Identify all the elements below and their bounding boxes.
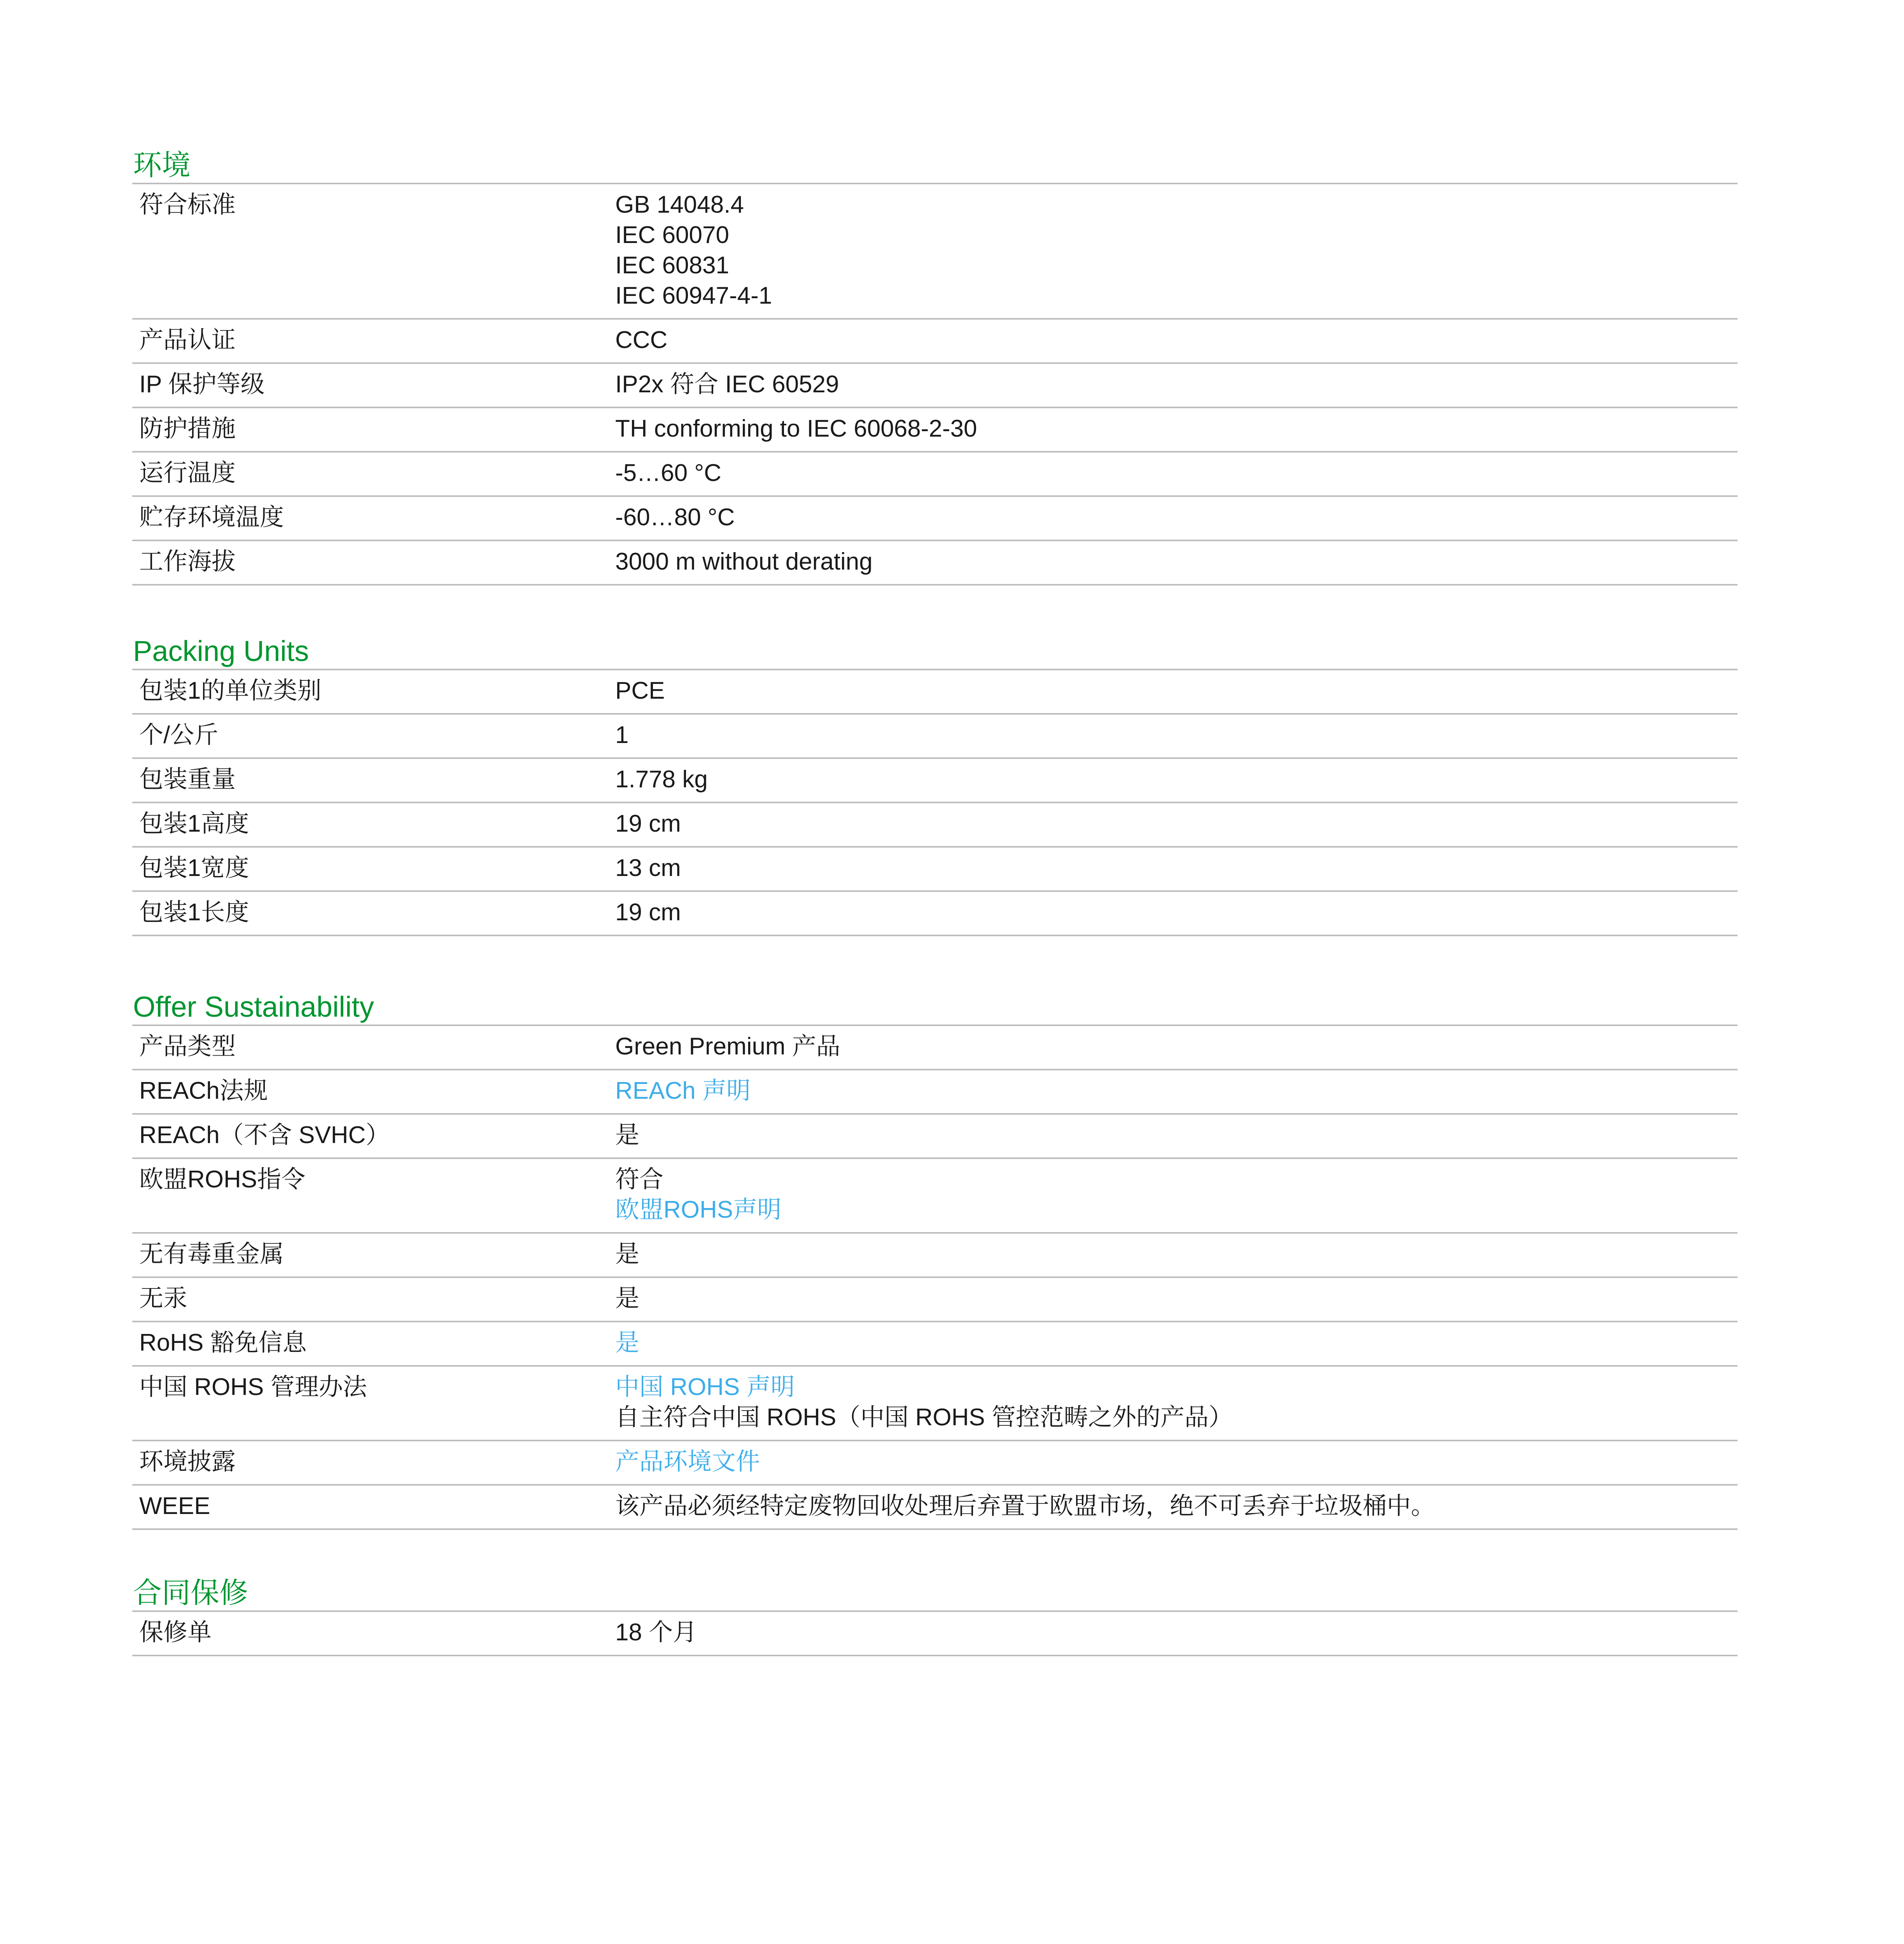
spec-row — [132, 541, 1738, 586]
spec-value: Green Premium 产品 — [615, 1033, 840, 1060]
spec-label: REACh法规 — [139, 1077, 268, 1104]
spec-label: 中国 ROHS 管理办法 — [139, 1374, 367, 1400]
spec-row — [132, 1441, 1738, 1486]
section-title: 环境 — [132, 148, 1738, 184]
spec-label: 产品认证 — [139, 327, 236, 353]
spec-value: IP2x 符合 IEC 60529 — [615, 371, 839, 398]
spec-value: 19 cm — [615, 810, 681, 837]
spec-row — [132, 1367, 1738, 1441]
spec-row — [132, 803, 1738, 848]
spec-label: 符合标准 — [139, 191, 236, 218]
spec-value: CCC — [615, 327, 668, 353]
spec-link[interactable]: REACh 声明 — [615, 1077, 751, 1104]
spec-values — [615, 676, 1738, 706]
spec-label: 工作海拔 — [139, 548, 236, 575]
spec-label: 保修单 — [139, 1619, 212, 1646]
spec-values — [615, 547, 1738, 577]
spec-values — [615, 458, 1738, 488]
spec-values — [615, 1164, 1738, 1225]
spec-row — [132, 1159, 1738, 1234]
spec-value: 19 cm — [615, 899, 681, 926]
section-title: Offer Sustainability — [132, 989, 1738, 1026]
spec-row — [132, 320, 1738, 364]
spec-label: 环境披露 — [139, 1448, 236, 1475]
spec-value: PCE — [615, 677, 665, 704]
spec-value: 符合 — [615, 1166, 664, 1193]
section-title: 合同保修 — [132, 1575, 1738, 1612]
spec-value: 1.778 kg — [615, 766, 708, 793]
spec-label: RoHS 豁免信息 — [139, 1329, 307, 1356]
spec-value: 是 — [615, 1241, 640, 1267]
spec-values — [615, 1239, 1738, 1269]
spec-values — [615, 414, 1738, 444]
spec-label: REACh（不含 SVHC） — [139, 1122, 390, 1149]
spec-label: WEEE — [139, 1493, 210, 1519]
spec-label: 产品类型 — [139, 1033, 236, 1060]
spec-row — [132, 497, 1738, 541]
spec-value: 该产品必须经特定废物回收处理后弃置于欧盟市场，绝不可丢弃于垃圾桶中。 — [615, 1493, 1435, 1519]
spec-values — [615, 1491, 1738, 1521]
spec-value: 自主符合中国 ROHS（中国 ROHS 管控范畴之外的产品） — [615, 1404, 1233, 1431]
spec-row — [132, 408, 1738, 453]
spec-label: 包装1的单位类别 — [139, 677, 322, 704]
spec-row — [132, 453, 1738, 497]
spec-row — [132, 715, 1738, 759]
spec-row — [132, 1612, 1738, 1656]
spec-values — [615, 369, 1738, 400]
spec-row — [132, 1278, 1738, 1322]
spec-link[interactable]: 产品环境文件 — [615, 1448, 760, 1475]
spec-section — [132, 989, 1738, 1530]
spec-label: 个/公斤 — [139, 722, 219, 748]
spec-label: 贮存环境温度 — [139, 504, 284, 531]
spec-label: 无汞 — [139, 1285, 188, 1312]
spec-values — [615, 1120, 1738, 1150]
spec-values — [615, 190, 1738, 311]
spec-row — [132, 1070, 1738, 1115]
spec-value: 18 个月 — [615, 1619, 697, 1646]
spec-values — [615, 502, 1738, 533]
spec-label: 无有毒重金属 — [139, 1241, 284, 1267]
spec-row — [132, 670, 1738, 715]
spec-value: 是 — [615, 1285, 640, 1312]
spec-label: IP 保护等级 — [139, 371, 265, 398]
spec-row — [132, 848, 1738, 892]
spec-values — [615, 853, 1738, 883]
spec-label: 防护措施 — [139, 415, 236, 442]
spec-value: IEC 60831 — [615, 252, 729, 279]
spec-row — [132, 892, 1738, 936]
spec-row — [132, 1026, 1738, 1070]
spec-row — [132, 1115, 1738, 1159]
spec-values — [615, 764, 1738, 795]
spec-values — [615, 809, 1738, 839]
spec-value: IEC 60947-4-1 — [615, 282, 772, 309]
spec-row — [132, 1322, 1738, 1367]
spec-row — [132, 759, 1738, 803]
spec-label: 运行温度 — [139, 460, 236, 486]
spec-values — [615, 897, 1738, 928]
spec-value: 3000 m without derating — [615, 548, 873, 575]
spec-values — [615, 1617, 1738, 1648]
spec-values — [615, 325, 1738, 355]
section-title: Packing Units — [132, 634, 1738, 670]
spec-section — [132, 1575, 1738, 1656]
spec-value: GB 14048.4 — [615, 191, 744, 218]
spec-value: -60…80 °C — [615, 504, 735, 531]
spec-row — [132, 184, 1738, 320]
spec-link[interactable]: 是 — [615, 1329, 640, 1356]
spec-values — [615, 1328, 1738, 1358]
spec-label: 包装重量 — [139, 766, 236, 793]
spec-link[interactable]: 欧盟ROHS声明 — [615, 1196, 782, 1223]
spec-row — [132, 1234, 1738, 1278]
spec-label: 包装1宽度 — [139, 855, 249, 881]
spec-section — [132, 634, 1738, 936]
spec-value: IEC 60070 — [615, 222, 729, 248]
spec-values — [615, 720, 1738, 750]
spec-values — [615, 1372, 1738, 1433]
spec-value: 13 cm — [615, 855, 681, 881]
spec-section — [132, 148, 1738, 586]
spec-value: -5…60 °C — [615, 460, 721, 486]
spec-values — [615, 1447, 1738, 1477]
spec-values — [615, 1031, 1738, 1062]
spec-label: 包装1高度 — [139, 810, 249, 837]
spec-row — [132, 364, 1738, 408]
spec-value: TH conforming to IEC 60068-2-30 — [615, 415, 977, 442]
spec-value: 是 — [615, 1122, 640, 1149]
spec-values — [615, 1283, 1738, 1314]
spec-link[interactable]: 中国 ROHS 声明 — [615, 1374, 795, 1400]
spec-value: 1 — [615, 722, 629, 748]
spec-values — [615, 1076, 1738, 1106]
spec-label: 欧盟ROHS指令 — [139, 1166, 306, 1193]
spec-label: 包装1长度 — [139, 899, 249, 926]
spec-row — [132, 1486, 1738, 1530]
